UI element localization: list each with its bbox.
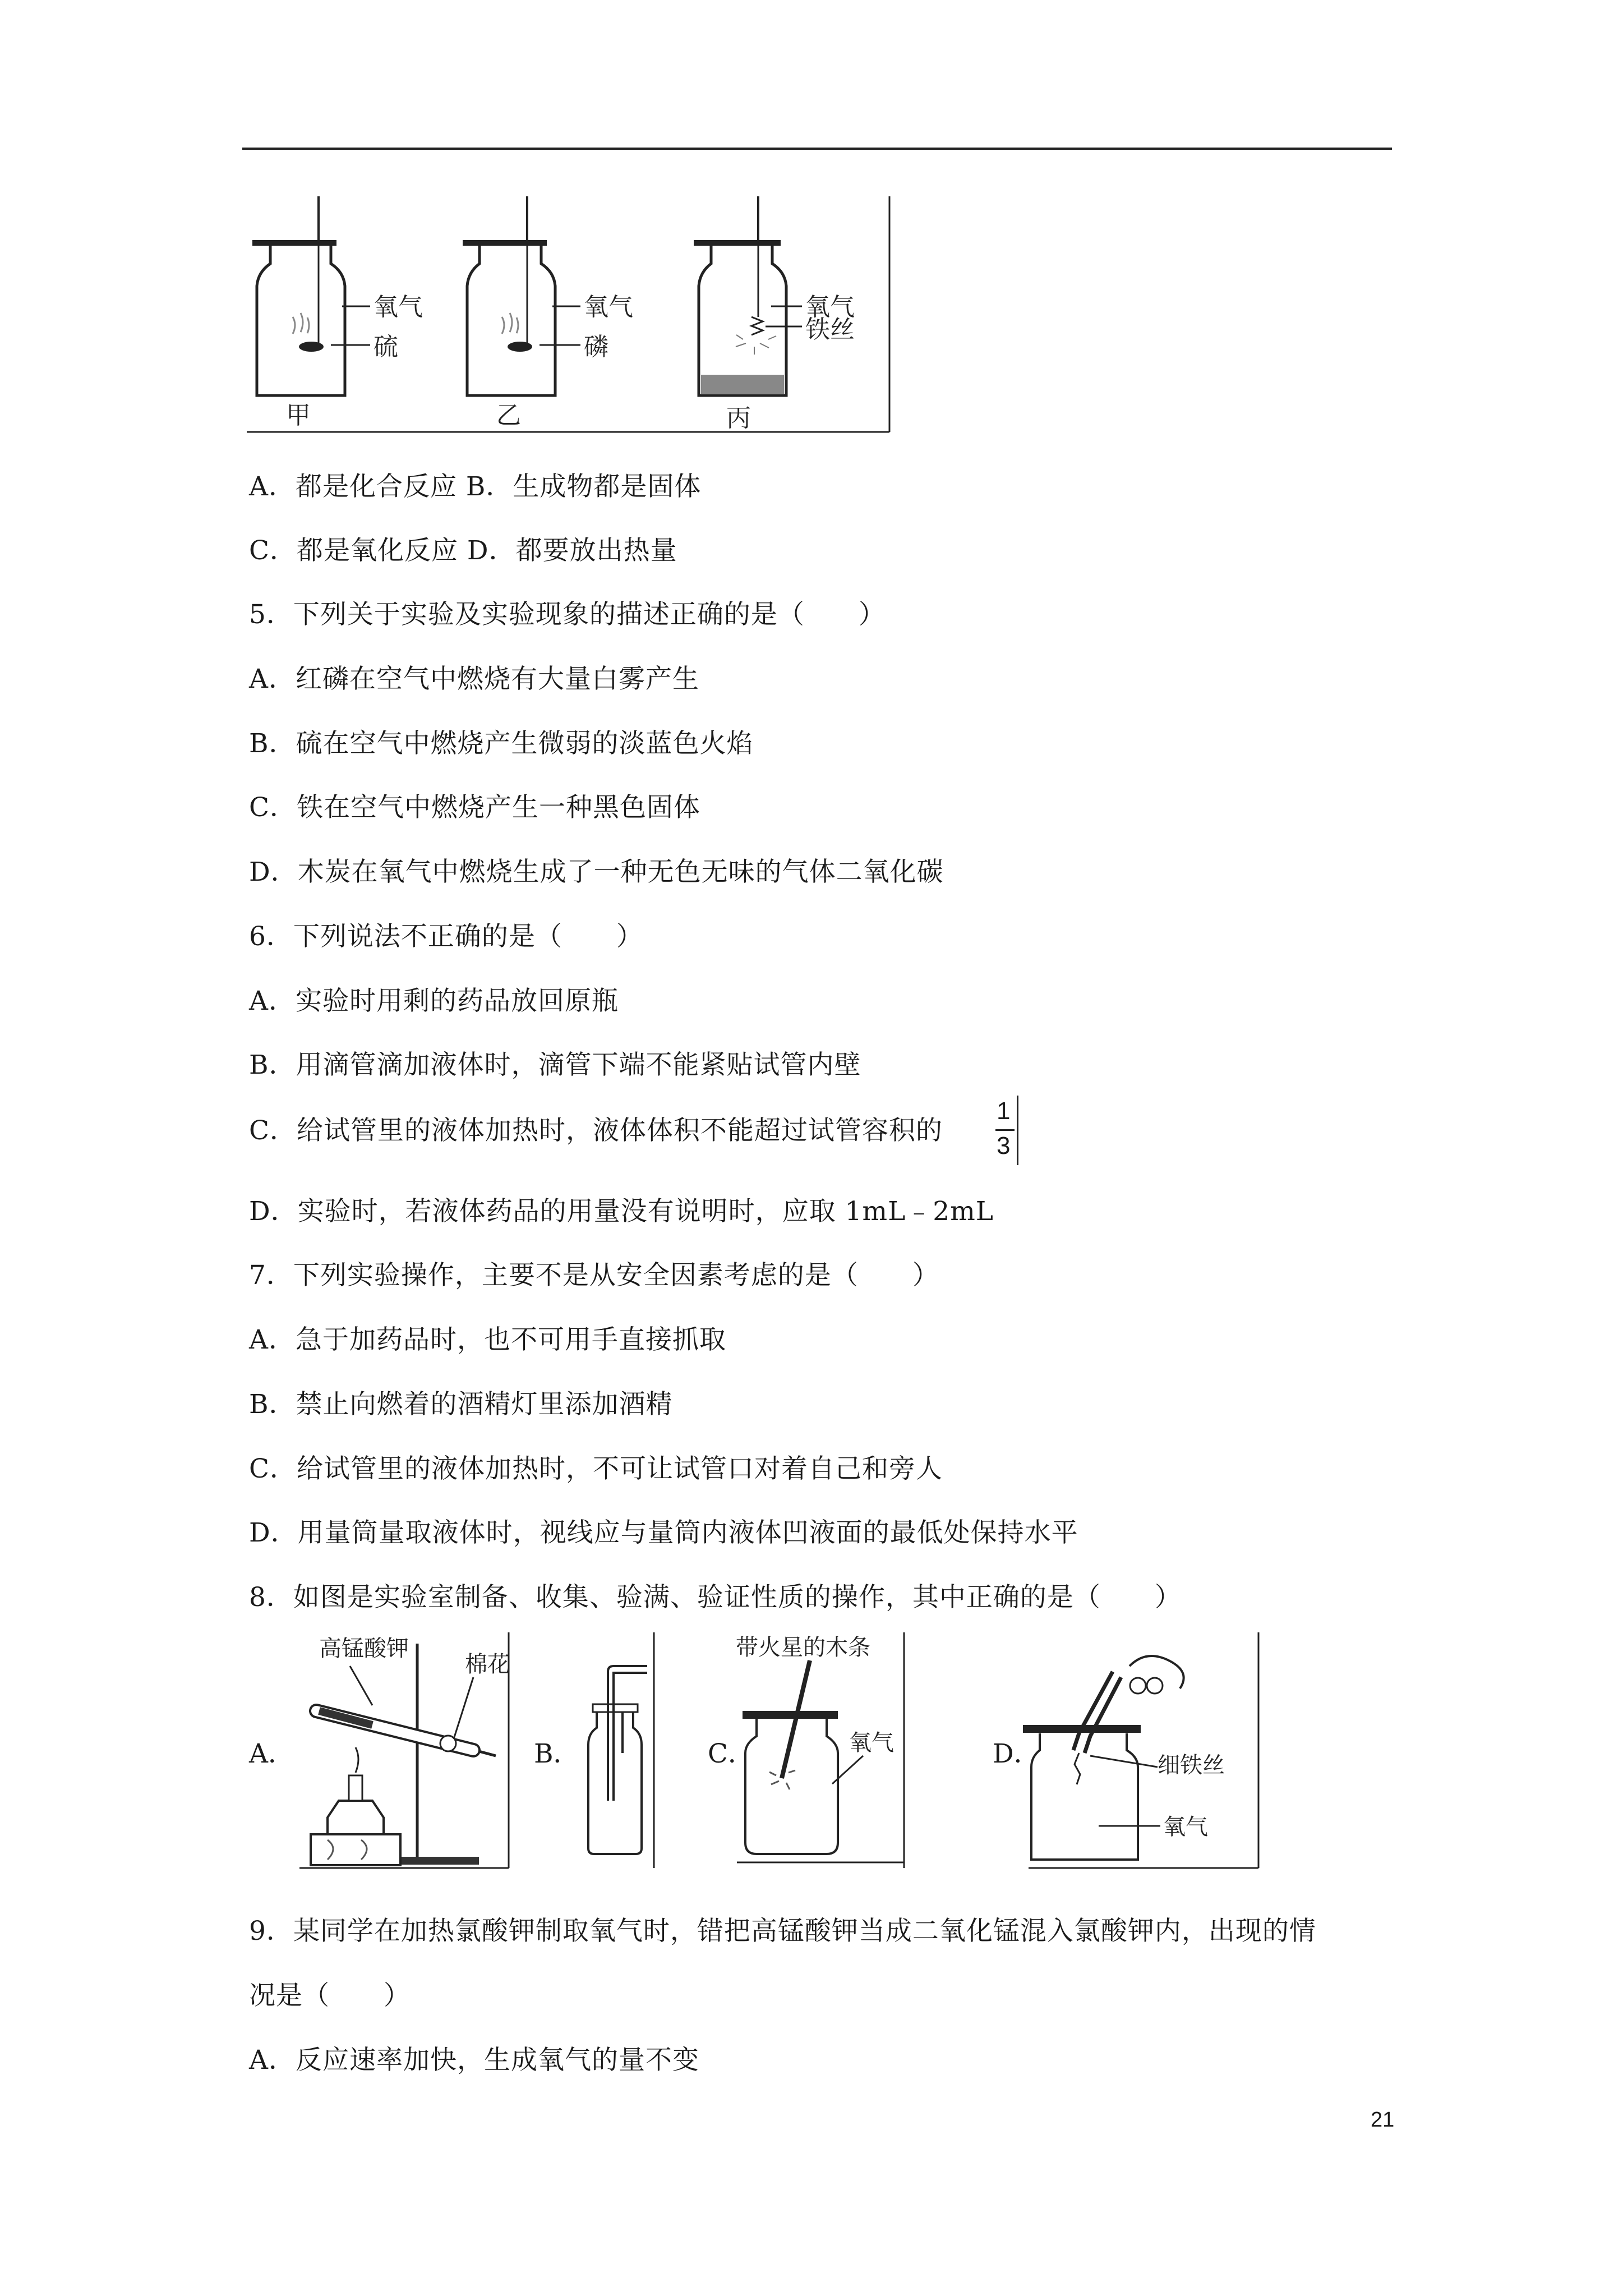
q8-option-a-label: A． [249,1738,294,1769]
q5-option-b: B．硫在空气中燃烧产生微弱的淡蓝色火焰 [249,728,754,759]
q5-option-a: A．红磷在空气中燃烧有大量白雾产生 [249,664,699,694]
q6-c-fraction [994,1096,1018,1165]
apparatus-b [588,1632,654,1868]
q8-apparatus-figure [249,1632,1270,1879]
label-yi: 乙 [496,401,521,430]
q7-option-b: B．禁止向燃着的酒精灯里添加酒精 [249,1389,673,1420]
q6-option-b: B．用滴管滴加液体时，滴管下端不能紧贴试管内壁 [249,1050,861,1080]
fraction-denominator: 3 [997,1132,1011,1159]
q8-option-b-label: B． [534,1738,580,1769]
label-iron-wire: 铁丝 [805,315,855,344]
combustion-bottles-figure [247,196,897,438]
label-glowing-stick: 带火星的木条 [736,1635,870,1660]
label-oxygen-2: 氧气 [584,293,633,321]
q7-stem: 7．下列实验操作，主要不是从安全因素考虑的是（ ） [249,1260,939,1291]
fraction-bar [995,1129,1015,1131]
label-oxygen-3: 氧气 [805,293,855,321]
q8-option-c-label: C． [708,1738,754,1769]
header-rule [242,148,1392,150]
q8-stem: 8．如图是实验室制备、收集、验满、验证性质的操作，其中正确的是（ ） [249,1582,1182,1613]
page-number: 21 [1371,2108,1395,2132]
label-cotton: 棉花 [465,1651,510,1677]
label-bing: 丙 [726,404,751,432]
label-oxygen-1: 氧气 [374,293,423,321]
label-kmno4: 高锰酸钾 [319,1636,409,1662]
label-sulfur: 硫 [374,333,398,361]
q6-option-a: A．实验时用剩的药品放回原瓶 [249,986,619,1016]
fraction-numerator: 1 [997,1097,1011,1125]
label-phosphorus: 磷 [584,333,608,361]
q8-option-d-label: D． [993,1738,1040,1769]
q6-stem: 6．下列说法不正确的是（ ） [249,921,643,952]
q6-option-c: C．给试管里的液体加热时，液体体积不能超过试管容积的 [249,1115,943,1146]
label-jia: 甲 [286,401,311,430]
q9-stem-line1: 9．某同学在加热氯酸钾制取氧气时，错把高锰酸钾当成二氧化锰混入氯酸钾内，出现的情 [249,1916,1316,1947]
label-oxygen-d: 氧气 [1163,1814,1208,1840]
q7-option-d: D．用量筒量取液体时，视线应与量筒内液体凹液面的最低处保持水平 [249,1517,1078,1548]
q5-stem: 5．下列关于实验及实验现象的描述正确的是（ ） [249,599,886,630]
q4-options-cd: C．都是氧化反应 D．都要放出热量 [249,535,677,566]
apparatus-d [1023,1632,1258,1868]
q5-option-c: C．铁在空气中燃烧产生一种黑色固体 [249,792,700,823]
q7-option-c: C．给试管里的液体加热时，不可让试管口对着自己和旁人 [249,1453,943,1484]
label-thin-iron-wire: 细铁丝 [1158,1752,1225,1778]
q4-options-ab: A．都是化合反应 B．生成物都是固体 [249,471,702,502]
apparatus-a [299,1632,510,1868]
apparatus-c [736,1632,904,1868]
q5-option-d: D．木炭在氧气中燃烧生成了一种无色无味的气体二氧化碳 [249,857,944,887]
q9-option-a: A．反应速率加快，生成氧气的量不变 [249,2045,699,2076]
q7-option-a: A．急于加药品时，也不可用手直接抓取 [249,1324,726,1355]
label-oxygen-c: 氧气 [849,1730,894,1756]
q6-option-d: D．实验时，若液体药品的用量没有说明时，应取 1mL﹣2mL [249,1196,994,1227]
q9-stem-line2: 况是（ ） [249,1980,411,2011]
